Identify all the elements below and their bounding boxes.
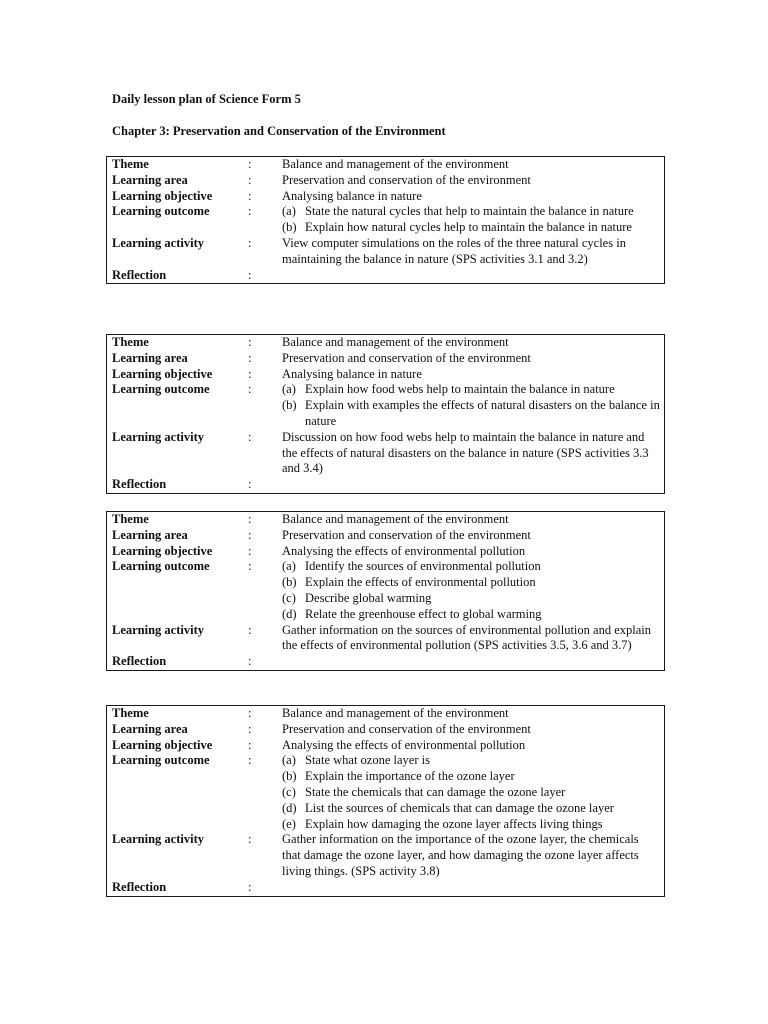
lesson-plan-box [106,334,665,494]
outcome-item [282,204,660,220]
reflection-label: Reflection [112,267,167,282]
outcome-item [282,817,660,833]
learning-area-label: Learning area [112,350,188,365]
outcome-item [282,769,660,785]
outcome-letter: (b) [282,220,297,235]
theme-row [112,512,664,528]
learning-area-value: Preservation and conservation of the environment [282,527,531,542]
outcome-item [282,753,660,769]
outcome-item [282,220,660,236]
learning-outcome-value [282,559,660,622]
outcome-text: State the chemicals that can damage the ozone layer [305,784,566,799]
learning-objective-label: Learning objective [112,543,213,558]
learning-outcome-row [112,382,664,429]
outcome-letter: (a) [282,559,296,574]
learning-objective-row [112,189,664,205]
reflection-row [112,477,664,493]
reflection-label: Reflection [112,477,167,492]
learning-area-row [112,351,664,367]
theme-value: Balance and management of the environment [282,706,509,720]
learning-objective-row [112,367,664,383]
outcome-text: Explain how food webs help to maintain the balance in nature [305,382,615,397]
learning-objective-label: Learning objective [112,737,213,752]
outcome-text: Explain how damaging the ozone layer affects living things [305,816,603,831]
reflection-label: Reflection [112,654,167,669]
learning-outcome-row [112,753,664,832]
learning-activity-value: Discussion on how food webs help to maintain the balance in nature and the effects of natural disasters on the balance in nature (SPS activities 3.3 and 3.4) [282,429,649,476]
learning-area-value: Preservation and conservation of the environment [282,721,531,736]
learning-outcome-value [282,753,660,832]
colon-separator: : [248,879,252,894]
learning-area-row [112,173,664,189]
learning-outcome-value [282,204,660,236]
document-title: Daily lesson plan of Science Form 5 [112,92,301,106]
learning-activity-row [112,430,664,477]
outcome-item [282,801,660,817]
colon-separator: : [248,706,252,720]
outcome-letter: (b) [282,769,297,784]
theme-row [112,157,664,173]
outcome-text: Explain the effects of environmental pollution [305,575,536,590]
learning-activity-value: Gather information on the importance of the ozone layer, the chemicals that damage the ozone layer, and how damaging the ozone layer affects living things. (SPS activity 3.8) [282,832,639,878]
outcome-letter: (a) [282,753,296,768]
learning-area-label: Learning area [112,172,188,187]
learning-objective-value: Analysing balance in nature [282,366,422,381]
outcome-text: Describe global warming [305,590,432,605]
colon-separator: : [248,188,252,203]
outcome-item [282,559,660,575]
colon-separator: : [248,267,252,282]
learning-activity-label: Learning activity [112,832,205,847]
learning-activity-row [112,236,664,268]
colon-separator: : [248,654,252,669]
colon-separator: : [248,737,252,752]
outcome-letter: (d) [282,800,297,815]
colon-separator: : [248,235,252,250]
outcome-letter: (a) [282,382,296,397]
colon-separator: : [248,335,252,349]
colon-separator: : [248,753,252,768]
reflection-row [112,654,664,670]
colon-separator: : [248,172,252,187]
colon-separator: : [248,512,252,526]
learning-activity-label: Learning activity [112,429,205,444]
learning-objective-row [112,738,664,754]
colon-separator: : [248,832,252,847]
learning-activity-row [112,623,664,655]
learning-area-row [112,722,664,738]
learning-area-label: Learning area [112,721,188,736]
outcome-item [282,382,660,398]
learning-activity-row [112,832,664,879]
outcome-text: Identify the sources of environmental pollution [305,559,541,574]
learning-objective-label: Learning objective [112,366,213,381]
outcome-letter: (e) [282,816,296,831]
outcome-item [282,398,660,430]
outcome-text: Relate the greenhouse effect to global warming [305,606,542,621]
colon-separator: : [248,382,252,397]
learning-outcome-row [112,204,664,236]
lesson-plan-box [106,705,665,897]
outcome-item [282,591,660,607]
learning-area-value: Preservation and conservation of the environment [282,350,531,365]
theme-value: Balance and management of the environment [282,335,509,349]
learning-area-row [112,528,664,544]
learning-objective-value: Analysing the effects of environmental pollution [282,737,526,752]
colon-separator: : [248,721,252,736]
learning-objective-label: Learning objective [112,188,213,203]
theme-value: Balance and management of the environment [282,512,509,526]
lesson-plan-box [106,511,665,671]
learning-outcome-label: Learning outcome [112,204,210,219]
learning-activity-value: Gather information on the sources of environmental pollution and explain the effects of environmental pollution (SPS activities 3.5, 3.6 and 3.7) [282,622,652,653]
reflection-value [282,477,660,493]
outcome-letter: (a) [282,204,296,219]
reflection-row [112,268,664,284]
learning-area-value: Preservation and conservation of the environment [282,172,531,187]
outcome-letter: (b) [282,575,297,590]
outcome-text: State what ozone layer is [305,753,430,768]
learning-activity-value: View computer simulations on the roles of the three natural cycles in maintaining the balance in nature (SPS activities 3.1 and 3.2) [282,235,626,266]
colon-separator: : [248,204,252,219]
outcome-item [282,607,660,623]
colon-separator: : [248,559,252,574]
lesson-plan-box [106,156,665,284]
reflection-value [282,268,660,284]
reflection-row [112,880,664,896]
learning-outcome-row [112,559,664,622]
theme-label: Theme [112,706,149,720]
reflection-label: Reflection [112,879,167,894]
learning-objective-row [112,544,664,560]
colon-separator: : [248,366,252,381]
learning-activity-label: Learning activity [112,622,205,637]
chapter-title: Chapter 3: Preservation and Conservation of the Environment [112,124,446,138]
colon-separator: : [248,622,252,637]
theme-label: Theme [112,335,149,349]
learning-objective-value: Analysing the effects of environmental pollution [282,543,526,558]
colon-separator: : [248,477,252,492]
reflection-value [282,654,660,670]
outcome-item [282,785,660,801]
theme-label: Theme [112,512,149,526]
theme-label: Theme [112,157,149,171]
outcome-letter: (d) [282,606,297,621]
outcome-item [282,575,660,591]
outcome-letter: (c) [282,590,296,605]
theme-value: Balance and management of the environment [282,157,509,171]
learning-outcome-value [282,382,660,429]
theme-row [112,706,664,722]
outcome-letter: (c) [282,784,296,799]
outcome-text: Explain how natural cycles help to maintain the balance in nature [305,220,632,235]
colon-separator: : [248,543,252,558]
outcome-text: List the sources of chemicals that can damage the ozone layer [305,800,614,815]
learning-objective-value: Analysing balance in nature [282,188,422,203]
colon-separator: : [248,527,252,542]
learning-outcome-label: Learning outcome [112,753,210,768]
colon-separator: : [248,157,252,171]
outcome-text: Explain the importance of the ozone layer [305,769,515,784]
colon-separator: : [248,350,252,365]
outcome-letter: (b) [282,398,297,413]
outcome-text: Explain with examples the effects of natural disasters on the balance in nature [305,398,660,428]
learning-outcome-label: Learning outcome [112,382,210,397]
learning-activity-label: Learning activity [112,235,205,250]
reflection-value [282,880,660,896]
learning-area-label: Learning area [112,527,188,542]
learning-outcome-label: Learning outcome [112,559,210,574]
colon-separator: : [248,429,252,444]
outcome-text: State the natural cycles that help to maintain the balance in nature [305,204,634,219]
theme-row [112,335,664,351]
